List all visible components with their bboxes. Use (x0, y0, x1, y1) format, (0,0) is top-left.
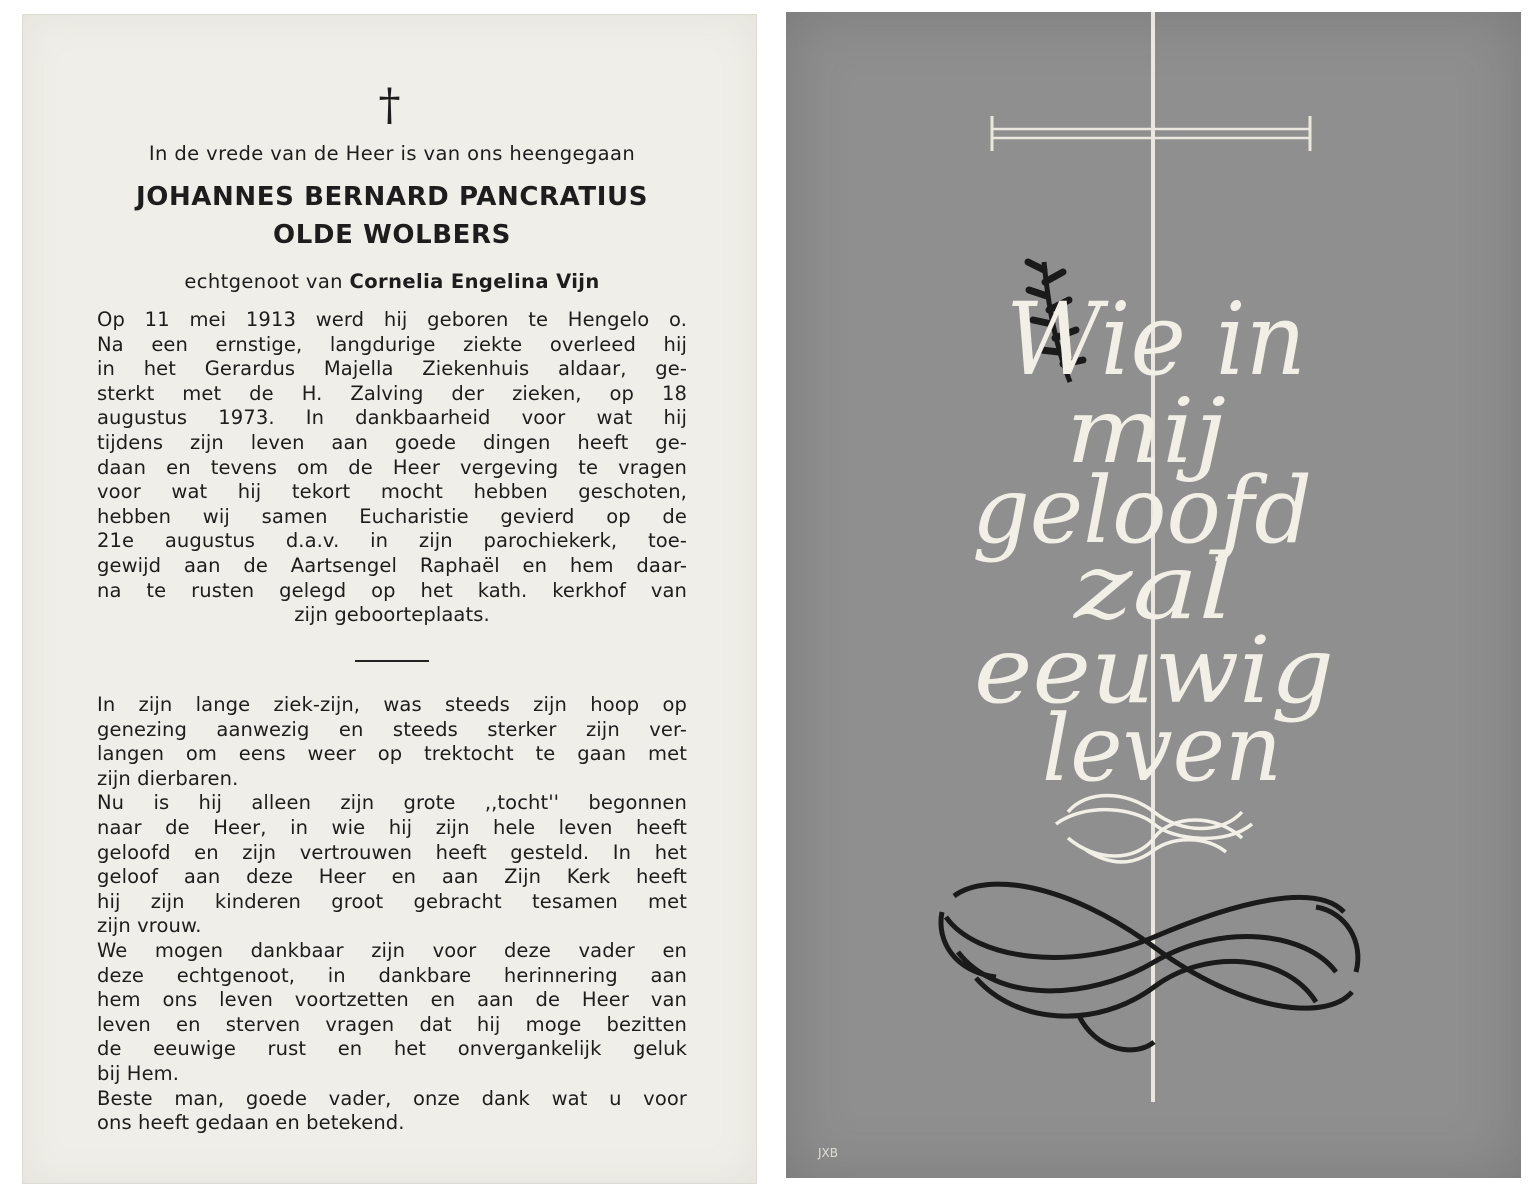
text-line: geloofd en zijn vertrouwen heeft gesteld. In het (97, 840, 687, 864)
text-line: Op 11 mei 1913 werd hij geboren te Hengelo o. (97, 308, 687, 331)
text-line: voor wat hij tekort mocht hebben geschoten, (97, 480, 687, 504)
text-line: bij Hem. (97, 1061, 180, 1085)
text-line: na te rusten gelegd op het kath. kerkhof van (97, 578, 687, 602)
text-line: We mogen dankbaar zijn voor deze vader en (97, 938, 687, 962)
text-line: augustus 1973. In dankbaarheid voor wat hij (97, 406, 687, 430)
calligraphy-illustration (786, 12, 1521, 1178)
spouse-line (97, 270, 687, 293)
verse-line: Wie in (1006, 281, 1306, 398)
text-line: hij zijn kinderen groot gebracht tesamen met (97, 889, 687, 913)
text-line: deze echtgenoot, in dankbare herinnering aan (97, 963, 687, 987)
text-line: daan en tevens om de Heer vergeving te vragen (97, 455, 687, 479)
text-line: In zijn lange ziek-zijn, was steeds zijn hoop op (97, 693, 687, 716)
artist-signature: JXB (818, 1146, 838, 1160)
text-line: in het Gerardus Majella Ziekenhuis aldaar, ge- (97, 357, 687, 381)
text-line: geloof aan deze Heer en aan Zijn Kerk heeft (97, 865, 687, 889)
text-line: leven en sterven vragen dat hij moge bezitten (97, 1012, 687, 1036)
dark-flourish-ornament (941, 884, 1358, 1050)
biography-paragraph (97, 308, 687, 628)
verse-line: leven (1042, 695, 1282, 802)
text-line: tijdens zijn leven aan goede dingen heeft ge- (97, 430, 687, 454)
section-divider (355, 660, 429, 662)
text-line: genezing aanwezig en steeds sterker zijn ver- (97, 717, 687, 741)
deceased-name-line2: OLDE WOLBERS (273, 220, 511, 250)
verse-line: eeuwig (974, 617, 1334, 724)
text-line: 21e augustus d.a.v. in zijn parochiekerk, toe- (97, 529, 687, 553)
spouse-name: Cornelia Engelina Vijn (349, 270, 600, 293)
tribute-paragraph (97, 693, 687, 1136)
spouse-prefix: echtgenoot van (184, 270, 343, 293)
text-line: hem ons leven voortzetten en aan de Heer van (97, 988, 687, 1012)
cross-icon: † (378, 80, 401, 131)
text-line: zijn vrouw. (97, 914, 202, 938)
memorial-card-front (786, 12, 1521, 1178)
verse-line: mij (1066, 379, 1226, 484)
intro-line: In de vrede van de Heer is van ons heengegaan (148, 142, 636, 165)
text-line: Nu is hij alleen zijn grote ,,tocht'' begonnen (97, 791, 687, 815)
verse-line: zal (1072, 535, 1234, 640)
text-line: zijn dierbaren. (97, 766, 239, 790)
deceased-name-line1: JOHANNES BERNARD PANCRATIUS (135, 182, 649, 212)
text-line: ons heeft gedaan en betekend. (97, 1111, 405, 1135)
text-line: sterkt met de H. Zalving der zieken, op 18 (97, 381, 687, 405)
text-line: zijn geboorteplaats. (294, 603, 490, 627)
text-line: langen om eens weer op trektocht te gaan met (97, 742, 687, 766)
text-line: Beste man, goede vader, onze dank wat u voor (97, 1086, 687, 1110)
text-line: gewijd aan de Aartsengel Raphaël en hem daar- (97, 553, 687, 577)
verse-line: geloofd (972, 457, 1312, 564)
text-line: Na een ernstige, langdurige ziekte overleed hij (97, 332, 687, 356)
text-line: de eeuwige rust en het onvergankelijk geluk (97, 1037, 687, 1061)
text-line: hebben wij samen Eucharistie gevierd op de (97, 504, 687, 528)
memorial-card-text (22, 14, 757, 1184)
text-line: naar de Heer, in wie hij zijn hele leven heeft (97, 815, 687, 839)
